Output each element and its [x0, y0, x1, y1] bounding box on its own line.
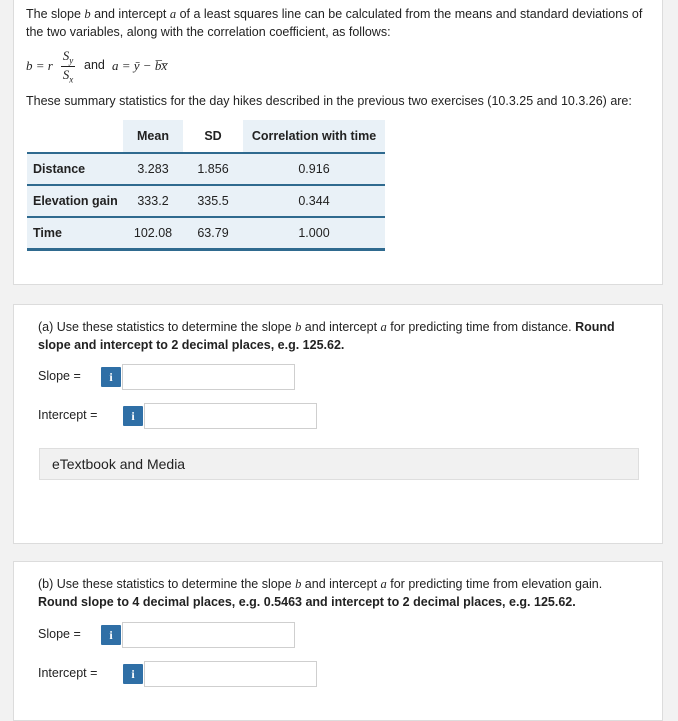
intercept-input[interactable]	[144, 403, 317, 429]
table-header: SD	[183, 120, 243, 153]
formula-denominator-sub: x	[69, 74, 74, 85]
mean-cell: 3.283	[123, 153, 183, 185]
formula-connector: and	[84, 58, 105, 72]
info-icon[interactable]: i	[123, 664, 143, 684]
mean-cell: 333.2	[123, 185, 183, 217]
question-text: for predicting time from distance.	[386, 320, 576, 334]
least-squares-formula	[26, 48, 326, 88]
sd-cell: 1.856	[183, 153, 243, 185]
rounding-instruction: Round slope to 4 decimal places, e.g. 0.5463 and intercept to 2 decimal places, e.g. 125.62.	[38, 595, 576, 609]
info-icon[interactable]: i	[101, 625, 121, 645]
intercept-input[interactable]	[144, 661, 317, 687]
formula-denominator: S	[62, 67, 70, 82]
info-icon[interactable]: i	[123, 406, 143, 426]
var-b: b	[84, 7, 91, 21]
table-header	[27, 120, 123, 153]
table-row	[27, 153, 385, 185]
slope-input[interactable]	[122, 364, 295, 390]
part-a-card	[13, 304, 663, 544]
table-row	[27, 185, 385, 217]
intro-text: The slope	[26, 7, 85, 21]
intercept-label: Intercept =	[38, 408, 98, 422]
intro-text: of a least squares line can be calculated from the means and standard deviations of	[176, 7, 643, 21]
slope-label: Slope =	[38, 369, 81, 383]
question-text: (a) Use these statistics to determine the slope	[38, 320, 296, 334]
intro-line2: the two variables, along with the correlation coefficient, as follows:	[26, 25, 391, 39]
sd-cell: 63.79	[183, 217, 243, 250]
table-row	[27, 217, 385, 250]
var-b: b	[295, 577, 302, 591]
intro-text: and intercept	[90, 7, 170, 21]
info-icon[interactable]: i	[101, 367, 121, 387]
var-a: a	[169, 7, 177, 21]
intro-paragraph	[26, 5, 656, 23]
row-label: Distance	[27, 153, 123, 185]
question-text: and intercept	[301, 320, 381, 334]
part-b-card	[13, 561, 663, 721]
sd-cell: 335.5	[183, 185, 243, 217]
summary-statistics-table	[27, 120, 385, 251]
corr-cell: 0.916	[243, 153, 385, 185]
formula-numerator: S	[62, 48, 70, 63]
formula-numerator-sub: y	[69, 55, 74, 66]
mean-cell: 102.08	[123, 217, 183, 250]
var-b: b	[295, 320, 302, 334]
table-header-row	[27, 120, 385, 153]
question-text: (b) Use these statistics to determine the slope	[38, 577, 296, 591]
etextbook-media-link[interactable]: eTextbook and Media	[39, 448, 639, 480]
rounding-instruction: Round	[575, 320, 615, 334]
var-a: a	[380, 577, 387, 591]
var-a: a	[380, 320, 387, 334]
rounding-instruction: slope and intercept to 2 decimal places, e.g. 125.62.	[38, 338, 345, 352]
table-header: Mean	[123, 120, 183, 153]
corr-cell: 0.344	[243, 185, 385, 217]
intercept-label: Intercept =	[38, 666, 98, 680]
corr-cell: 1.000	[243, 217, 385, 250]
question-text: and intercept	[301, 577, 381, 591]
formula-lhs: b = r	[26, 58, 53, 73]
row-label: Time	[27, 217, 123, 250]
table-header: Correlation with time	[243, 120, 385, 153]
row-label: Elevation gain	[27, 185, 123, 217]
intro-card	[13, 0, 663, 285]
summary-text: These summary statistics for the day hikes described in the previous two exercises (10.3.25 and 10.3.26) are:	[26, 94, 632, 108]
slope-label: Slope =	[38, 627, 81, 641]
part-a-question	[38, 318, 638, 354]
part-b-question	[38, 575, 648, 611]
slope-input[interactable]	[122, 622, 295, 648]
question-text: for predicting time from elevation gain.	[386, 577, 603, 591]
formula-rhs: a = ȳ − b̅x̅	[112, 58, 168, 73]
